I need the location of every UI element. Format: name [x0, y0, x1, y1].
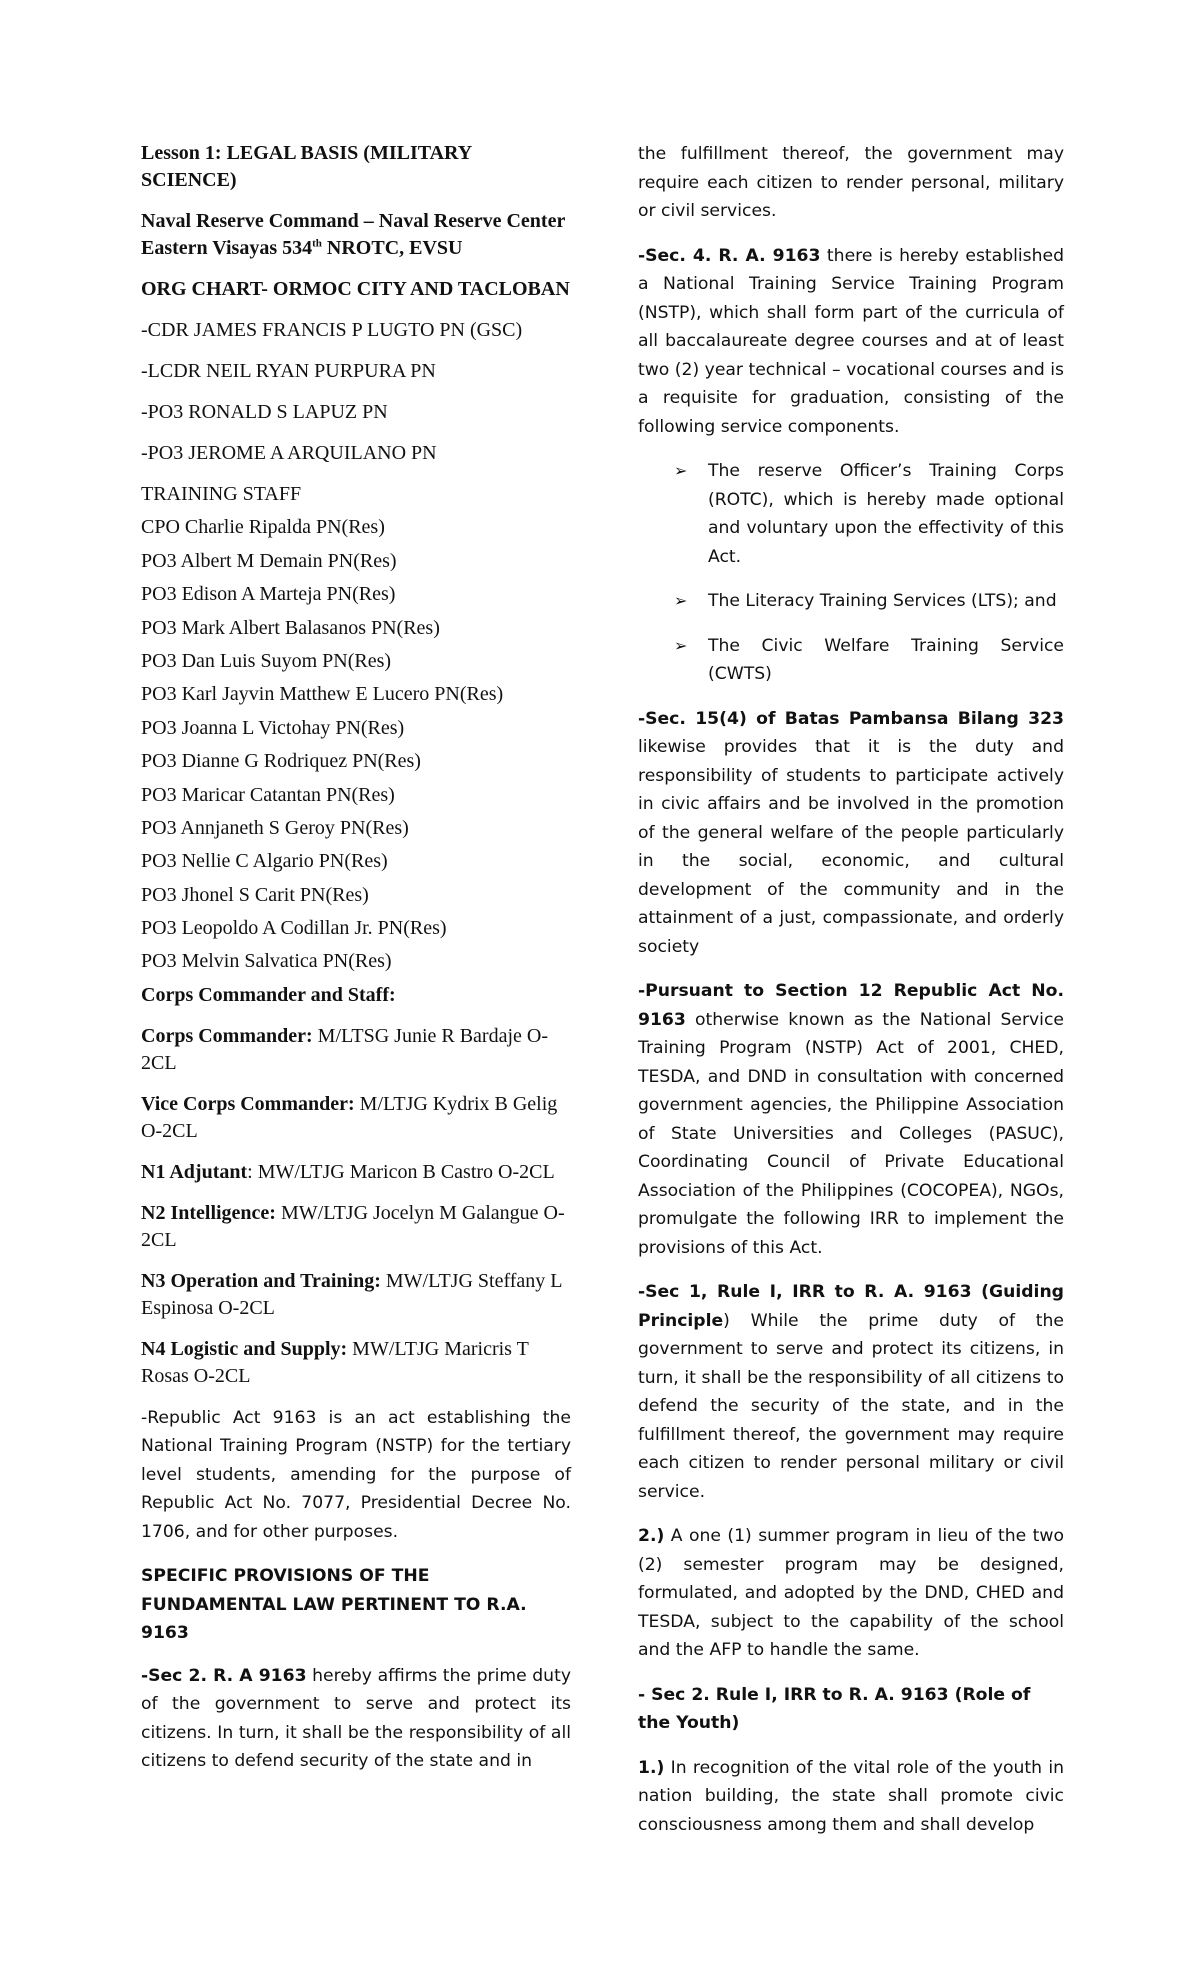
officer-line: -CDR JAMES FRANCIS P LUGTO PN (GSC)	[141, 319, 523, 341]
sec15-paragraph: -Sec. 15(4) of Batas Pambansa Bilang 323 likewise provides that it is the duty and responsibility of students to participate actively in civic affairs and be involved in the promotion of the general welfare of the people particularly in the social, economic, and cultural development of the community and in the attainment of a just, compassionate, and orderly society	[638, 708, 1064, 957]
unit-name: Naval Reserve Command – Naval Reserve Center Eastern Visayas 534th NROTC, EVSU	[141, 210, 565, 259]
officer-line: -LCDR NEIL RYAN PURPURA PN	[141, 360, 436, 382]
right-column	[638, 140, 1064, 1855]
training-staff-heading: TRAINING STAFF	[141, 483, 302, 505]
staff-member: CPO Charlie Ripalda PN(Res)	[141, 516, 385, 539]
corps-entry: N2 Intelligence: MW/LTJG Jocelyn M Galangue O-2CL	[141, 1201, 565, 1251]
specific-provisions-heading: SPECIFIC PROVISIONS OF THE FUNDAMENTAL LAW PERTINENT TO R.A. 9163	[141, 1566, 527, 1644]
staff-member: PO3 Leopoldo A Codillan Jr. PN(Res)	[141, 917, 447, 940]
list-item: ➢ The Civic Welfare Training Service (CWTS)	[638, 632, 1064, 689]
staff-member: PO3 Edison A Marteja PN(Res)	[141, 583, 396, 606]
staff-member: PO3 Melvin Salvatica PN(Res)	[141, 950, 392, 973]
list-item: ➢ The Literacy Training Services (LTS); and	[638, 587, 1064, 616]
staff-member: PO3 Dan Luis Suyom PN(Res)	[141, 649, 392, 672]
arrowhead-bullet-icon: ➢	[674, 461, 688, 480]
corps-entry: N3 Operation and Training: MW/LTJG Steffany L Espinosa O-2CL	[141, 1269, 562, 1319]
arrowhead-bullet-icon: ➢	[674, 635, 688, 655]
sec4-paragraph: -Sec. 4. R. A. 9163 there is hereby established a National Training Service Training Program (NSTP), which shall form part of the curricula of all baccalaureate degree courses and at of least two (2) year technical – vocational courses and is a requisite for graduation, consisting of the following service components.	[638, 245, 1064, 437]
rule2-heading: - Sec 2. Rule I, IRR to R. A. 9163 (Role of the Youth)	[638, 1684, 1031, 1733]
corps-heading: Corps Commander and Staff:	[141, 983, 396, 1006]
continuation-paragraph: the fulfillment thereof, the government may require each citizen to render personal, military or civil services.	[638, 144, 1064, 221]
list-item: ➢ The reserve Officer’s Training Corps (ROTC), which is hereby made optional and voluntary upon the effectivity of this Act.	[638, 457, 1064, 571]
org-chart-heading: ORG CHART- ORMOC CITY AND TACLOBAN	[141, 278, 570, 300]
staff-member: PO3 Albert M Demain PN(Res)	[141, 549, 397, 572]
corps-entry: N1 Adjutant: MW/LTJG Maricon B Castro O-2CL	[141, 1160, 555, 1183]
sec2-paragraph: -Sec 2. R. A 9163 hereby affirms the prime duty of the government to serve and protect its citizens. In turn, it shall be the responsibility of all citizens to defend security of the state and in	[141, 1665, 571, 1772]
corps-entry: Vice Corps Commander: M/LTJG Kydrix B Gelig O-2CL	[141, 1092, 558, 1142]
rule1-paragraph: -Sec 1, Rule I, IRR to R. A. 9163 (Guiding Principle) While the prime duty of the government to serve and protect its citizens, in turn, it shall be the responsibility of all citizens to defend the security of the state, and in the fulfillment thereof, the government may require each citizen to render personal military or civil service.	[638, 1282, 1064, 1502]
corps-entry: N4 Logistic and Supply: MW/LTJG Maricris T Rosas O-2CL	[141, 1337, 529, 1387]
officer-line: -PO3 RONALD S LAPUZ PN	[141, 401, 388, 423]
left-column	[141, 140, 571, 1792]
staff-member: PO3 Jhonel S Carit PN(Res)	[141, 883, 369, 906]
item2-paragraph: 2.) A one (1) summer program in lieu of the two (2) semester program may be designed, formulated, and adopted by the DND, CHED and TESDA, subject to the capability of the school and the AFP to handle the same.	[638, 1526, 1064, 1660]
staff-member: PO3 Dianne G Rodriquez PN(Res)	[141, 750, 421, 773]
staff-member: PO3 Nellie C Algario PN(Res)	[141, 850, 388, 873]
staff-member: PO3 Mark Albert Balasanos PN(Res)	[141, 616, 440, 639]
item1-paragraph: 1.) In recognition of the vital role of the youth in nation building, the state shall promote civic consciousness among them and shall develop	[638, 1757, 1064, 1835]
staff-member: PO3 Maricar Catantan PN(Res)	[141, 783, 395, 806]
lesson-title: Lesson 1: LEGAL BASIS (MILITARY SCIENCE)	[141, 142, 472, 191]
arrowhead-bullet-icon: ➢	[674, 591, 688, 610]
staff-member: PO3 Karl Jayvin Matthew E Lucero PN(Res)	[141, 683, 504, 706]
staff-member: PO3 Annjaneth S Geroy PN(Res)	[141, 816, 409, 839]
staff-member: PO3 Joanna L Victohay PN(Res)	[141, 716, 405, 739]
ra9163-intro: -Republic Act 9163 is an act establishing the National Training Program (NSTP) for the tertiary level students, amending for the purpose of Republic Act No. 7077, Presidential Decree No. 1706, and for other purposes.	[141, 1407, 571, 1542]
pursuant-paragraph: -Pursuant to Section 12 Republic Act No. 9163 otherwise known as the National Service Training Program (NSTP) Act of 2001, CHED, TESDA, and DND in consultation with concerned government agencies, the Philippine Association of State Universities and Colleges (PASUC), Coordinating Council of Private Educational Association of the Philippines (COCOPEA), NGOs, promulgate the following IRR to implement the provisions of this Act.	[638, 981, 1064, 1258]
officer-line: -PO3 JEROME A ARQUILANO PN	[141, 442, 437, 464]
corps-entry: Corps Commander: M/LTSG Junie R Bardaje O-2CL	[141, 1024, 549, 1074]
